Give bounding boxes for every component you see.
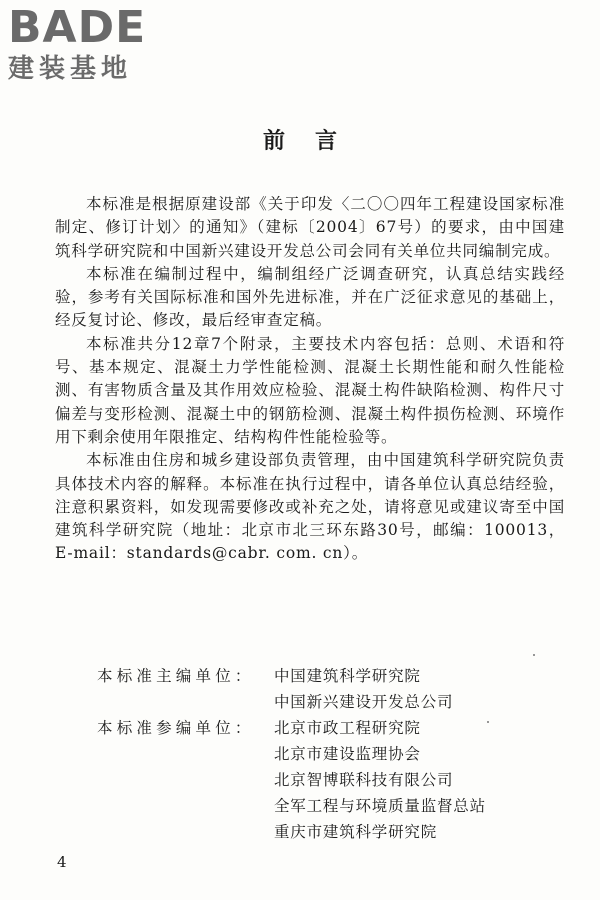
paragraph-4: 本标准由住房和城乡建设部负责管理，由中国建筑科学研究院负责具体技术内容的解释。本标准在执行过程中，请各单位认真总结经验，注意积累资料，如发现需要修改或补充之处，请将意见或建议寄至中国建筑科学研究院（地址：北京市北三环东路30号，邮编：100013，E-mail：standards@cabr. com. cn）。 (55, 451, 565, 563)
participating-unit: 全军工程与环境质量监督总站 (274, 797, 486, 815)
chief-editor-unit: 中国建筑科学研究院 (274, 667, 421, 685)
paragraph-1: 本标准是根据原建设部《关于印发〈二〇〇四年工程建设国家标准制定、修订计划〉的通知》（建标〔2004〕67号）的要求，由中国建筑科学研究院和中国新兴建设开发总公司会同有关单位共同编制完成。 (55, 195, 565, 260)
chief-editor-unit: 中国新兴建设开发总公司 (274, 693, 454, 711)
logo-subtitle: 建装基地 (8, 54, 133, 84)
logo-mark: BADE (8, 2, 147, 53)
foreword-body (55, 193, 565, 566)
participating-unit: 北京市建设监理协会 (274, 745, 421, 763)
participating-unit: 重庆市建筑科学研究院 (274, 823, 438, 841)
chief-editor-units (274, 663, 557, 715)
participating-unit: 北京智博联科技有限公司 (274, 771, 454, 789)
editing-units (97, 663, 557, 845)
page-title: 前言 (262, 129, 367, 154)
scan-speck (487, 721, 489, 723)
participating-unit: 北京市政工程研究院 (274, 719, 421, 737)
chief-editor-label: 本标准主编单位： (97, 667, 255, 685)
participating-units (274, 715, 557, 845)
paragraph-2: 本标准在编制过程中，编制组经广泛调查研究，认真总结实践经验，参考有关国际标准和国外先进标准，并在广泛征求意见的基础上，经反复讨论、修改，最后经审查定稿。 (55, 264, 565, 330)
chief-editor-row (97, 663, 557, 715)
bade-logo (8, 2, 188, 88)
participating-label: 本标准参编单位： (97, 719, 255, 737)
paragraph-3: 本标准共分12章7个附录，主要技术内容包括：总则、术语和符号、基本规定、混凝土力学性能检测、混凝土长期性能和耐久性能检测、有害物质含量及其作用效应检验、混凝土构件缺陷检测、构件尺寸偏差与变形检测、混凝土中的钢筋检测、混凝土构件损伤检测、环境作用下剩余使用年限推定、结构构件性能检验等。 (55, 334, 565, 446)
scan-speck (533, 654, 535, 656)
page-number: 4 (57, 853, 67, 871)
participating-row (97, 715, 557, 845)
